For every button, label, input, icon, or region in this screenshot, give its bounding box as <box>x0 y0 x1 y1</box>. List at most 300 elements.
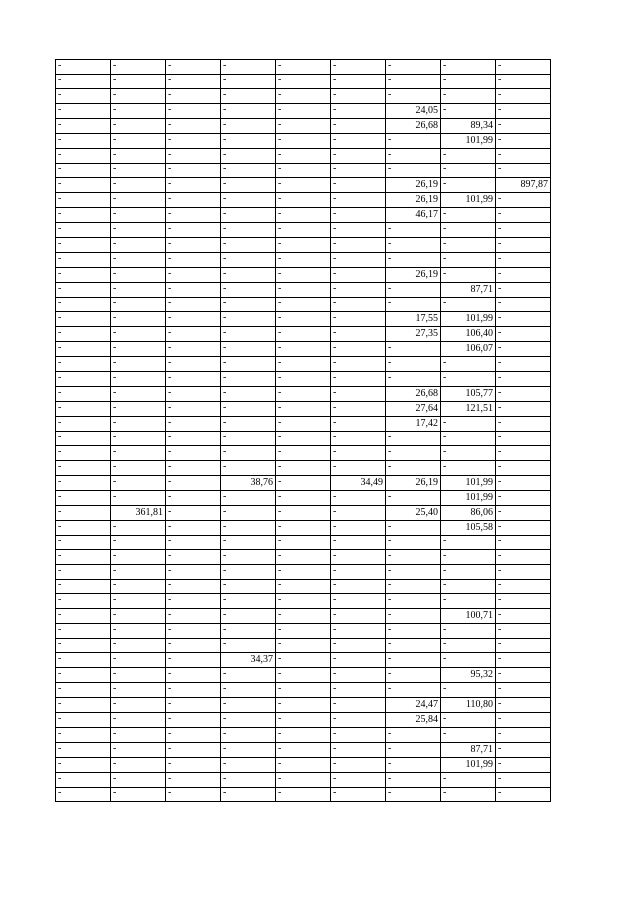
table-cell <box>221 193 276 208</box>
table-cell <box>331 446 386 461</box>
table-cell <box>276 713 331 728</box>
cell-value: - <box>168 401 172 413</box>
cell-value: - <box>278 579 282 591</box>
cell-value: - <box>333 134 337 146</box>
table-cell <box>386 134 441 149</box>
cell-value: 17,42 <box>415 417 438 429</box>
cell-value: - <box>113 297 117 309</box>
cell-value: - <box>168 134 172 146</box>
cell-value: - <box>443 237 447 249</box>
cell-value: - <box>498 208 502 220</box>
table-cell <box>386 565 441 580</box>
cell-value: - <box>113 356 117 368</box>
cell-value: - <box>168 237 172 249</box>
table-cell <box>276 787 331 802</box>
cell-value: - <box>113 208 117 220</box>
cell-value: - <box>333 564 337 576</box>
cell-value: - <box>498 119 502 131</box>
table-cell <box>221 386 276 401</box>
table-cell <box>441 698 496 713</box>
table-row <box>56 252 551 267</box>
table-cell <box>276 74 331 89</box>
cell-value: - <box>278 74 282 86</box>
cell-value: - <box>113 520 117 532</box>
table-cell <box>331 342 386 357</box>
cell-value: 24,47 <box>415 699 438 711</box>
cell-value: - <box>443 683 447 695</box>
cell-value: - <box>58 252 62 264</box>
table-cell <box>111 193 166 208</box>
data-table <box>55 59 551 802</box>
cell-value: - <box>58 609 62 621</box>
cell-value: - <box>333 208 337 220</box>
table-cell <box>331 683 386 698</box>
cell-value: - <box>168 475 172 487</box>
table-cell <box>56 416 111 431</box>
cell-value: - <box>113 535 117 547</box>
cell-value: - <box>223 550 227 561</box>
cell-value: - <box>388 727 392 739</box>
table-cell <box>56 104 111 119</box>
cell-value: 26,68 <box>415 387 438 399</box>
cell-value: - <box>278 401 282 413</box>
cell-value: - <box>278 668 282 680</box>
table-cell <box>496 193 551 208</box>
table-cell <box>221 312 276 327</box>
cell-value: - <box>278 609 282 621</box>
table-cell <box>276 757 331 772</box>
table-row <box>56 550 551 565</box>
table-cell <box>111 638 166 653</box>
table-cell <box>166 193 221 208</box>
cell-value: - <box>223 178 227 190</box>
table-cell <box>166 342 221 357</box>
cell-value: - <box>278 193 282 205</box>
table-cell <box>386 149 441 164</box>
cell-value: - <box>223 59 227 71</box>
table-cell <box>56 460 111 475</box>
table-cell <box>221 653 276 668</box>
table-cell <box>276 342 331 357</box>
table-cell <box>111 446 166 461</box>
cell-value: - <box>58 579 62 591</box>
cell-value: - <box>333 668 337 680</box>
table-cell <box>386 238 441 253</box>
table-cell <box>276 357 331 372</box>
cell-value: - <box>278 757 282 769</box>
cell-value: - <box>388 223 392 235</box>
table-cell <box>496 490 551 505</box>
cell-value: - <box>388 653 392 665</box>
table-cell <box>166 609 221 624</box>
table-row <box>56 89 551 104</box>
cell-value: - <box>58 550 62 561</box>
table-cell <box>386 772 441 787</box>
cell-value: - <box>278 371 282 383</box>
table-cell <box>441 60 496 75</box>
table-cell <box>441 386 496 401</box>
cell-value: - <box>333 623 337 635</box>
table-cell <box>331 74 386 89</box>
table-cell <box>166 89 221 104</box>
cell-value: - <box>278 252 282 264</box>
cell-value: - <box>443 653 447 665</box>
table-cell <box>166 431 221 446</box>
table-cell <box>276 668 331 683</box>
table-cell <box>276 104 331 119</box>
cell-value: - <box>278 59 282 71</box>
cell-value: - <box>278 490 282 502</box>
table-cell <box>276 149 331 164</box>
table-cell <box>386 742 441 757</box>
cell-value: - <box>498 431 502 443</box>
table-cell <box>441 757 496 772</box>
cell-value: - <box>168 297 172 309</box>
table-cell <box>221 297 276 312</box>
table-cell <box>331 624 386 639</box>
table-cell <box>496 178 551 193</box>
cell-value: - <box>223 623 227 635</box>
cell-value: - <box>168 74 172 86</box>
cell-value: - <box>223 134 227 146</box>
table-cell <box>111 787 166 802</box>
table-cell <box>331 416 386 431</box>
table-cell <box>111 742 166 757</box>
table-cell <box>496 475 551 490</box>
table-cell <box>276 624 331 639</box>
table-cell <box>221 713 276 728</box>
cell-value: - <box>388 59 392 71</box>
table-cell <box>386 446 441 461</box>
table-cell <box>386 431 441 446</box>
cell-value: - <box>443 579 447 591</box>
cell-value: - <box>168 282 172 294</box>
table-cell <box>496 416 551 431</box>
cell-value: - <box>168 668 172 680</box>
table-cell <box>441 772 496 787</box>
cell-value: - <box>498 252 502 264</box>
cell-value: - <box>388 445 392 457</box>
cell-value: - <box>58 787 62 799</box>
cell-value: - <box>333 237 337 249</box>
table-cell <box>496 505 551 520</box>
table-cell <box>331 431 386 446</box>
cell-value: - <box>443 223 447 235</box>
table-cell <box>496 728 551 743</box>
table-cell <box>56 653 111 668</box>
cell-value: - <box>113 416 117 428</box>
cell-value: - <box>168 252 172 264</box>
table-cell <box>331 282 386 297</box>
table-cell <box>331 520 386 535</box>
table-row <box>56 119 551 134</box>
cell-value: - <box>113 119 117 131</box>
table-cell <box>331 60 386 75</box>
cell-value: - <box>223 772 227 784</box>
cell-value: - <box>168 713 172 725</box>
cell-value: - <box>443 564 447 576</box>
table-cell <box>166 728 221 743</box>
table-cell <box>331 550 386 565</box>
cell-value: - <box>278 683 282 695</box>
table-cell <box>111 134 166 149</box>
cell-value: - <box>278 742 282 754</box>
table-cell <box>441 728 496 743</box>
table-cell <box>221 357 276 372</box>
table-cell <box>276 119 331 134</box>
table-cell <box>331 193 386 208</box>
table-cell <box>111 757 166 772</box>
cell-value: - <box>58 163 62 175</box>
cell-value: - <box>278 148 282 160</box>
cell-value: - <box>443 445 447 457</box>
cell-value: - <box>333 683 337 695</box>
cell-value: - <box>113 134 117 146</box>
table-cell <box>496 401 551 416</box>
table-cell <box>496 683 551 698</box>
table-cell <box>441 238 496 253</box>
table-cell <box>166 742 221 757</box>
cell-value: - <box>58 297 62 309</box>
cell-value: - <box>498 490 502 502</box>
cell-value: - <box>113 193 117 205</box>
table-cell <box>166 787 221 802</box>
cell-value: - <box>498 312 502 324</box>
cell-value: 24,05 <box>415 105 438 117</box>
table-cell <box>221 104 276 119</box>
table-cell <box>111 223 166 238</box>
table-cell <box>56 163 111 178</box>
table-cell <box>221 163 276 178</box>
table-cell <box>111 104 166 119</box>
table-cell <box>166 267 221 282</box>
table-cell <box>331 223 386 238</box>
table-cell <box>441 713 496 728</box>
table-cell <box>441 550 496 565</box>
cell-value: 101,99 <box>465 476 493 488</box>
cell-value: - <box>333 757 337 769</box>
table-cell <box>56 742 111 757</box>
table-cell <box>276 520 331 535</box>
table-cell <box>56 267 111 282</box>
table-cell <box>331 742 386 757</box>
table-row <box>56 505 551 520</box>
table-cell <box>441 609 496 624</box>
cell-value: 46,17 <box>415 209 438 221</box>
table-row <box>56 579 551 594</box>
cell-value: - <box>278 787 282 799</box>
cell-value: - <box>388 74 392 86</box>
table-cell <box>166 416 221 431</box>
cell-value: - <box>278 698 282 710</box>
table-cell <box>276 638 331 653</box>
cell-value: - <box>443 638 447 650</box>
cell-value: - <box>443 356 447 368</box>
table-cell <box>56 490 111 505</box>
cell-value: - <box>58 460 62 472</box>
table-cell <box>496 594 551 609</box>
table-cell <box>496 757 551 772</box>
cell-value: - <box>388 668 392 680</box>
table-cell <box>331 119 386 134</box>
cell-value: - <box>498 148 502 160</box>
cell-value: 17,55 <box>415 313 438 325</box>
table-cell <box>276 594 331 609</box>
table-cell <box>386 713 441 728</box>
cell-value: - <box>168 564 172 576</box>
table-cell <box>221 668 276 683</box>
cell-value: - <box>113 579 117 591</box>
table-row <box>56 74 551 89</box>
table-cell <box>441 490 496 505</box>
cell-value: - <box>498 535 502 547</box>
cell-value: - <box>388 282 392 294</box>
table-row <box>56 134 551 149</box>
table-row <box>56 698 551 713</box>
cell-value: - <box>168 386 172 398</box>
cell-value: - <box>168 356 172 368</box>
cell-value: - <box>498 163 502 175</box>
table-cell <box>221 742 276 757</box>
cell-value: - <box>223 594 227 606</box>
cell-value: - <box>333 460 337 472</box>
table-cell <box>221 134 276 149</box>
table-cell <box>56 728 111 743</box>
table-cell <box>166 579 221 594</box>
cell-value: - <box>333 713 337 725</box>
cell-value: 26,19 <box>415 268 438 280</box>
cell-value: - <box>333 401 337 413</box>
table-cell <box>221 520 276 535</box>
table-cell <box>496 342 551 357</box>
table-cell <box>111 713 166 728</box>
cell-value: - <box>58 401 62 413</box>
table-cell <box>276 742 331 757</box>
cell-value: 26,19 <box>415 476 438 488</box>
cell-value: - <box>223 356 227 368</box>
table-cell <box>331 668 386 683</box>
table-row <box>56 653 551 668</box>
cell-value: - <box>168 609 172 621</box>
table-cell <box>496 460 551 475</box>
table-row <box>56 178 551 193</box>
cell-value: - <box>168 223 172 235</box>
table-row <box>56 238 551 253</box>
table-cell <box>111 594 166 609</box>
table-cell <box>441 342 496 357</box>
cell-value: 38,76 <box>250 476 273 488</box>
cell-value: - <box>498 371 502 383</box>
table-cell <box>56 134 111 149</box>
table-row <box>56 638 551 653</box>
cell-value: - <box>168 683 172 695</box>
cell-value: - <box>168 742 172 754</box>
table-cell <box>166 653 221 668</box>
table-cell <box>56 683 111 698</box>
cell-value: - <box>278 342 282 354</box>
cell-value: 27,35 <box>415 328 438 340</box>
table-cell <box>441 579 496 594</box>
cell-value: - <box>113 371 117 383</box>
table-cell <box>441 431 496 446</box>
cell-value: - <box>223 401 227 413</box>
cell-value: - <box>333 505 337 517</box>
table-cell <box>276 416 331 431</box>
table-cell <box>111 163 166 178</box>
table-cell <box>386 267 441 282</box>
table-cell <box>56 252 111 267</box>
cell-value: - <box>113 148 117 160</box>
table-row <box>56 535 551 550</box>
cell-value: - <box>113 59 117 71</box>
cell-value: - <box>278 475 282 487</box>
cell-value: - <box>168 727 172 739</box>
table-cell <box>441 594 496 609</box>
table-cell <box>276 460 331 475</box>
table-cell <box>331 327 386 342</box>
cell-value: - <box>223 223 227 235</box>
cell-value: - <box>443 727 447 739</box>
table-cell <box>496 119 551 134</box>
cell-value: - <box>333 490 337 502</box>
table-cell <box>56 505 111 520</box>
table-cell <box>111 208 166 223</box>
cell-value: - <box>443 89 447 101</box>
table-cell <box>56 74 111 89</box>
cell-value: 34,37 <box>250 654 273 666</box>
table-cell <box>111 460 166 475</box>
table-cell <box>276 609 331 624</box>
cell-value: - <box>113 267 117 279</box>
cell-value: - <box>388 550 392 561</box>
table-cell <box>166 297 221 312</box>
cell-value: - <box>223 668 227 680</box>
table-cell <box>166 386 221 401</box>
table-cell <box>386 327 441 342</box>
table-cell <box>221 119 276 134</box>
table-cell <box>276 89 331 104</box>
table-cell <box>276 535 331 550</box>
table-cell <box>386 193 441 208</box>
table-cell <box>56 594 111 609</box>
table-cell <box>111 252 166 267</box>
cell-value: - <box>498 742 502 754</box>
cell-value: - <box>168 178 172 190</box>
table-cell <box>111 653 166 668</box>
cell-value: - <box>168 653 172 665</box>
cell-value: - <box>388 520 392 532</box>
table-cell <box>331 505 386 520</box>
table-cell <box>276 178 331 193</box>
table-cell <box>221 535 276 550</box>
table-cell <box>386 371 441 386</box>
table-row <box>56 297 551 312</box>
cell-value: - <box>58 148 62 160</box>
cell-value: - <box>58 193 62 205</box>
cell-value: - <box>278 208 282 220</box>
cell-value: - <box>58 564 62 576</box>
cell-value: - <box>168 638 172 650</box>
table-cell <box>221 446 276 461</box>
cell-value: - <box>223 638 227 650</box>
table-cell <box>496 609 551 624</box>
table-cell <box>331 713 386 728</box>
cell-value: - <box>388 134 392 146</box>
cell-value: - <box>113 772 117 784</box>
cell-value: - <box>443 267 447 279</box>
table-cell <box>166 446 221 461</box>
table-cell <box>276 490 331 505</box>
